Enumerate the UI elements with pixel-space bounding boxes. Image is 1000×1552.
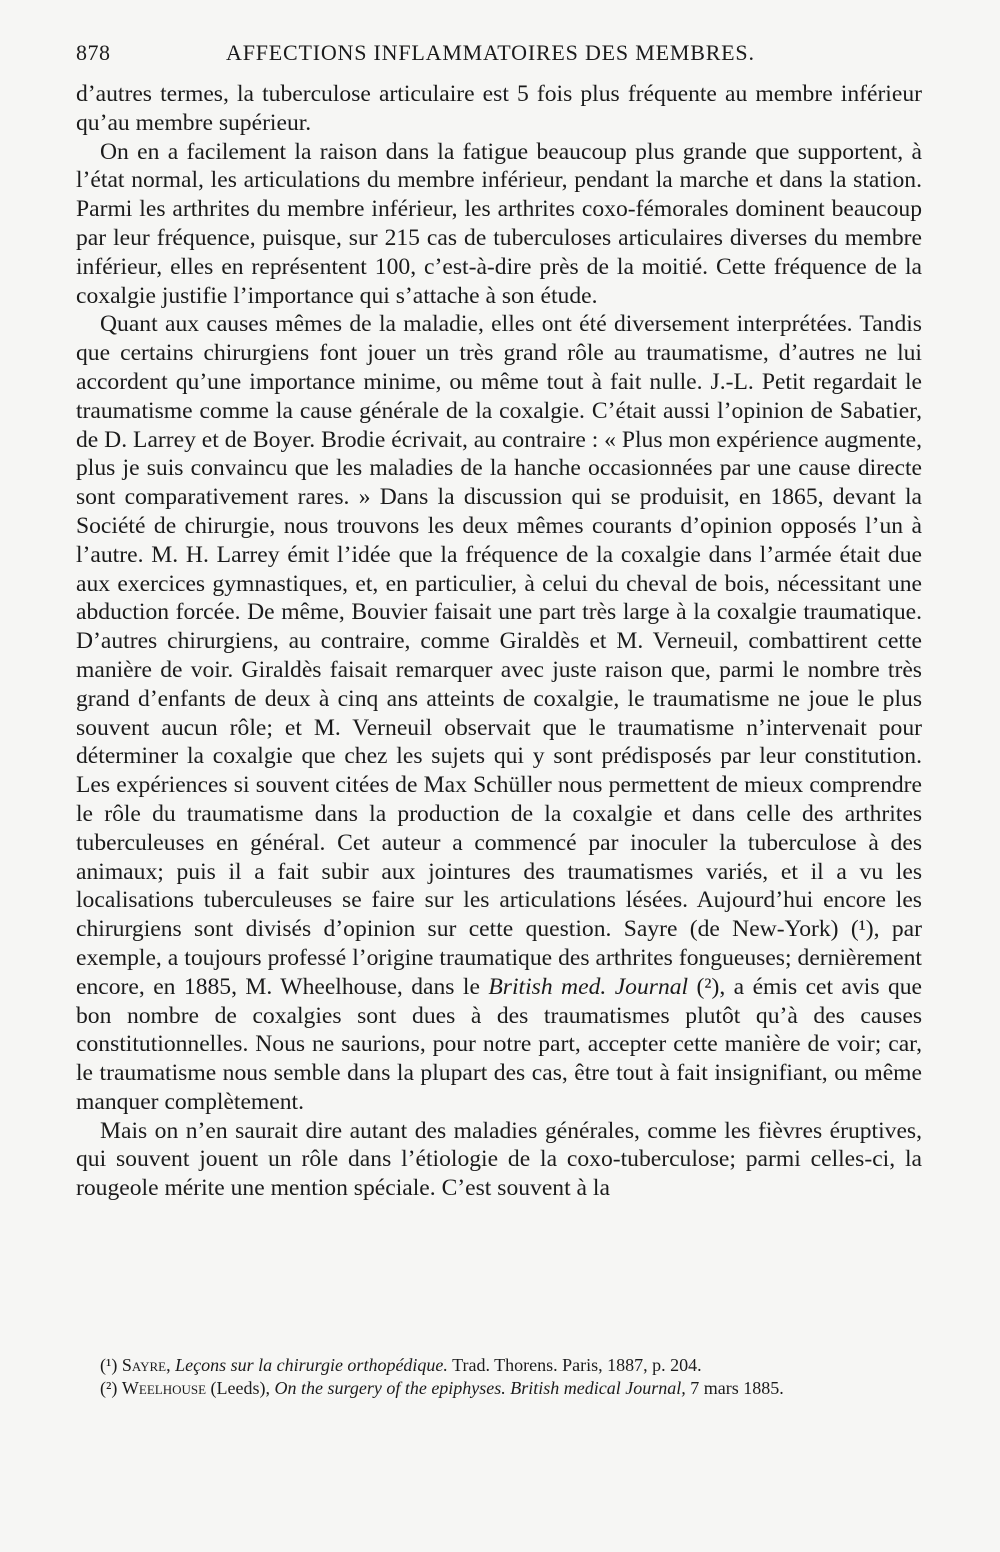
- paragraph-3: [76, 310, 922, 1116]
- footnote-2: [76, 1377, 922, 1400]
- footnote-2-place: (Leeds),: [206, 1378, 275, 1398]
- footnote-ref-1: (¹): [850, 916, 874, 943]
- page-number: 878: [76, 40, 111, 65]
- paragraph-3-text-a: Quant aux causes mêmes de la maladie, elles ont été diversement interprétées. Tandis que certains chirurgiens font jouer un très grand rôle au traumatisme, d’autres ne lui accordent qu’une importance minime, ou même tout à fait nulle. J.-L. Petit regardait le traumatisme comme la cause générale de la coxalgie. C’était aussi l’opinion de Sabatier, de D. Larrey et de Boyer. Brodie écrivait, au contraire : « Plus mon expérience augmente, plus je suis convaincu que les maladies de la hanche occasionnées par une cause directe sont comparativement rares. » Dans la discussion qui se produisit, en 1865, devant la Société de chirurgie, nous trouvons les deux mêmes courants d’opinion opposés l’un à l’autre. M. H. Larrey émit l’idée que la fréquence de la coxalgie dans l’armée était due aux exercices gymnastiques, et, en particulier, à celui du cheval de bois, nécessitant une abduction forcée. De même, Bouvier faisait une part très large à la coxalgie traumatique. D’autres chirurgiens, au contraire, comme Giraldès et M. Verneuil, combattirent cette manière de voir. Giraldès faisait remarquer avec juste raison que, parmi le nombre très grand d’enfants de deux à cinq ans atteints de coxalgie, le traumatisme ne joue le plus souvent aucun rôle; et M. Verneuil observait que le traumatisme n’intervenait pour déterminer la coxalgie que chez les sujets qui y sont prédisposés par leur constitution. Les expériences si souvent citées de Max Schüller nous permettent de mieux comprendre le rôle du traumatisme dans la production de la coxalgie et dans celle des arthrites tuberculeuses en général. Cet auteur a commencé par inoculer la tuberculose à des animaux; puis il a fait subir aux jointures des traumatismes variés, et il a vu les localisations tuberculeuses se faire sur les articulations lésées. Aujourd’hui encore les chirurgiens sont divisés d’opinion sur cette question. Sayre (de New-York): [76, 311, 922, 943]
- footnotes: [76, 1354, 922, 1400]
- paragraph-4: Mais on n’en saurait dire autant des maladies générales, comme les fièvres éruptives, qui souvent jouent un rôle dans l’étiologie de la coxo-tuberculose; parmi celles-ci, la rougeole mérite une mention spéciale. C’est souvent à la: [76, 1117, 922, 1202]
- running-header: [76, 40, 924, 70]
- footnote-2-author: Weelhouse: [121, 1378, 207, 1398]
- paragraph-1: d’autres termes, la tuberculose articulaire est 5 fois plus fréquente au membre inférieur qu’au membre supérieur.: [76, 81, 922, 136]
- footnote-2-mark: (²): [100, 1378, 118, 1398]
- journal-title: British med. Journal: [488, 973, 689, 1000]
- body-text: [76, 80, 922, 1203]
- footnote-1-mark: (¹): [100, 1355, 118, 1375]
- paragraph-3-text-b: , par exemple, a toujours professé l’origine traumatique des arthrites fongueuses; dernièrement encore, en 1885, M. Wheelhouse, dans le: [76, 916, 922, 1000]
- paragraph-3-text-c: , a émis cet avis que bon nombre de coxalgies sont dues à des traumatismes plutôt qu’à des causes constitutionnelles. Nous ne saurions, pour notre part, accepter cette manière de voir; car, le traumatisme nous semble dans la plupart des cas, être tout à fait insignifiant, ou même manquer complètement.: [76, 973, 923, 1115]
- running-title: AFFECTIONS INFLAMMATOIRES DES MEMBRES.: [226, 40, 755, 65]
- footnote-1: [76, 1354, 922, 1377]
- footnote-2-rest: 7 mars 1885.: [685, 1378, 784, 1398]
- footnote-ref-2: (²): [688, 973, 720, 1000]
- footnote-1-rest: Trad. Thorens. Paris, 1887, p. 204.: [447, 1355, 702, 1375]
- footnote-1-title: Leçons sur la chirurgie orthopédique.: [175, 1355, 448, 1375]
- footnote-1-author: Sayre,: [121, 1355, 171, 1375]
- paragraph-2: On en a facilement la raison dans la fatigue beaucoup plus grande que supportent, à l’état normal, les articulations du membre inférieur, pendant la marche et dans la station. Parmi les arthrites du membre inférieur, les arthrites coxo-fémorales dominent beaucoup par leur fréquence, puisque, sur 215 cas de tuberculoses articulaires diverses du membre inférieur, elles en représentent 100, c’est-à-dire près de la moitié. Cette fréquence de la coxalgie justifie l’importance qui s’attache à son étude.: [76, 138, 922, 309]
- footnote-2-title: On the surgery of the epiphyses. British medical Journal,: [274, 1378, 686, 1398]
